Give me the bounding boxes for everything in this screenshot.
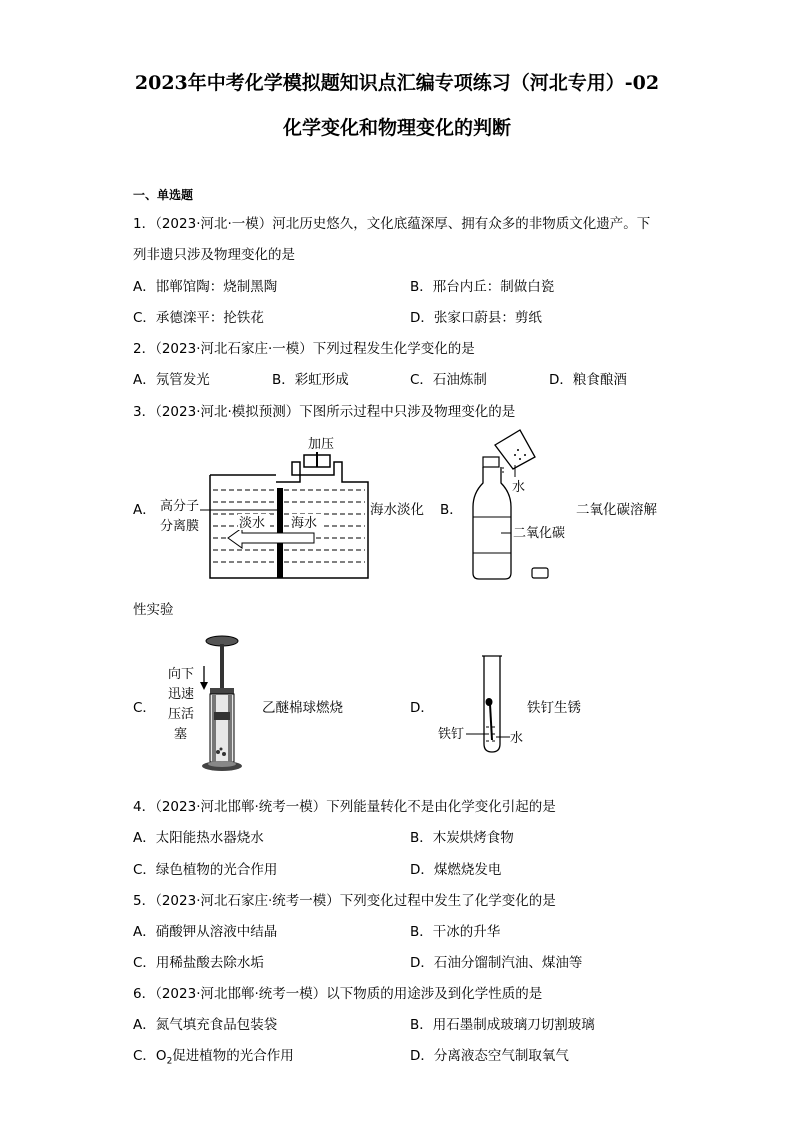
q2-option-d: D．粮食酿酒: [549, 372, 627, 388]
q4-option-c: C．绿色植物的光合作用: [133, 862, 278, 878]
q4-option-d: D．煤燃烧发电: [410, 862, 502, 878]
q2-option-b: B．彩虹形成: [272, 372, 349, 388]
piston-label-1: 向下: [168, 667, 195, 682]
q1-option-b: B．邢台内丘：制做白瓷: [410, 279, 555, 295]
page-title: 2023年中考化学模拟题知识点汇编专项练习（河北专用）-02: [134, 72, 660, 94]
q5-option-b: B．干冰的升华: [410, 924, 501, 940]
q5-option-c: C．用稀盐酸去除水垢: [133, 955, 264, 971]
q4-stem: 4．（2023·河北邯郸·统考一模）下列能量转化不是由化学变化引起的是: [133, 799, 556, 815]
q3-option-a-caption: 海水淡化: [370, 502, 424, 518]
tube-water-label: 水: [510, 731, 524, 746]
q3-option-c-label: C．: [133, 700, 156, 716]
q4-option-a: A．太阳能热水器烧水: [133, 830, 264, 846]
q6-stem: 6．（2023·河北邯郸·统考一模）以下物质的用途涉及到化学性质的是: [133, 986, 543, 1002]
section-heading: 一、单选题: [133, 188, 194, 202]
desalination-diagram: [150, 430, 375, 585]
pressure-label: 加压: [308, 437, 335, 452]
q6-option-a: A．氮气填充食品包装袋: [133, 1017, 278, 1033]
q6-option-c-prefix: C．O: [133, 1048, 167, 1064]
q3-stem: 3．（2023·河北·模拟预测）下图所示过程中只涉及物理变化的是: [133, 404, 516, 420]
nail-rust-diagram: [436, 652, 536, 762]
water-label: 水: [512, 480, 526, 495]
sea-water-label: 海水: [291, 516, 318, 531]
q3-option-c-caption: 乙醚棉球燃烧: [262, 700, 343, 716]
co2-bottle-diagram: [465, 425, 575, 585]
q5-stem: 5．（2023·河北石家庄·统考一模）下列变化过程中发生了化学变化的是: [133, 893, 556, 909]
q3-option-b-caption: 二氧化碳溶解: [576, 502, 657, 518]
piston-label-3: 压活: [168, 707, 195, 722]
q1-option-c: C．承德滦平：抡铁花: [133, 310, 264, 326]
q3-option-a-label: A．: [133, 502, 156, 518]
q3-option-d-caption: 铁钉生锈: [527, 700, 581, 716]
q1-stem-line1: 1．（2023·河北·一模）河北历史悠久，文化底蕴深厚、拥有众多的非物质文化遗产。下: [133, 216, 651, 232]
q1-option-a: A．邯郸馆陶：烧制黑陶: [133, 279, 278, 295]
q4-option-b: B．木炭烘烤食物: [410, 830, 514, 846]
q6-option-c: [133, 1044, 294, 1067]
piston-cylinder-diagram: [160, 630, 260, 780]
q3-option-d-label: D．: [410, 700, 434, 716]
piston-label-4: 塞: [174, 727, 188, 742]
q6-option-b: B．用石墨制成玻璃刀切割玻璃: [410, 1017, 595, 1033]
q1-option-d: D．张家口蔚县：剪纸: [410, 310, 542, 326]
piston-label-2: 迅速: [168, 687, 195, 702]
membrane-label-1: 高分子: [160, 499, 200, 514]
q6-option-c-subscript: 2: [166, 1056, 173, 1067]
nail-label: 铁钉: [438, 727, 465, 742]
q2-option-a: A．氖管发光: [133, 372, 210, 388]
q1-stem-line2: 列非遗只涉及物理变化的是: [133, 247, 295, 263]
q6-option-c-text: 促进植物的光合作用: [172, 1048, 294, 1064]
co2-label: 二氧化碳: [513, 526, 566, 541]
q3-option-b-label: B．: [440, 502, 463, 518]
q6-option-d: D．分离液态空气制取氧气: [410, 1048, 569, 1064]
page-subtitle: 化学变化和物理变化的判断: [282, 117, 511, 139]
q2-option-c: C．石油炼制: [410, 372, 487, 388]
q5-option-a: A．硝酸钾从溶液中结晶: [133, 924, 278, 940]
q5-option-d: D．石油分馏制汽油、煤油等: [410, 955, 583, 971]
q3-option-b-caption-cont: 性实验: [133, 602, 174, 618]
fresh-water-label: 淡水: [239, 516, 266, 531]
q2-stem: 2．（2023·河北石家庄·一模）下列过程发生化学变化的是: [133, 341, 475, 357]
membrane-label-2: 分离膜: [160, 519, 200, 534]
